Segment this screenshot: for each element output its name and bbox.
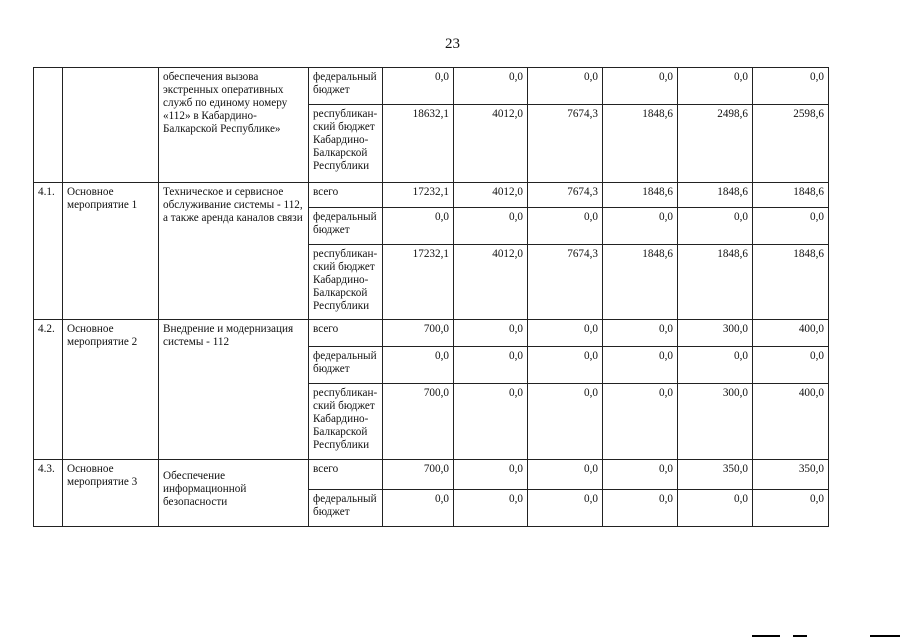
amount-cell: 0,0 [454, 208, 528, 245]
amount-cell: 0,0 [528, 384, 603, 460]
amount-cell: 0,0 [603, 208, 678, 245]
amount-cell: 2598,6 [753, 105, 829, 183]
amount-total-cell: 0,0 [383, 490, 454, 527]
amount-cell: 350,0 [678, 460, 753, 490]
row-number-cell [34, 68, 63, 183]
amount-cell: 0,0 [603, 460, 678, 490]
row-name-cell: Основное мероприятие 2 [63, 320, 159, 460]
amount-cell: 0,0 [528, 208, 603, 245]
scan-edge-mark [752, 635, 780, 637]
amount-cell: 400,0 [753, 320, 829, 347]
amount-cell: 0,0 [753, 490, 829, 527]
funding-source-cell: федеральный бюджет [309, 490, 383, 527]
amount-cell: 0,0 [753, 208, 829, 245]
funding-source-cell: республикан-ский бюджет Кабардино-Балкарской Республики [309, 105, 383, 183]
amount-cell: 0,0 [678, 347, 753, 384]
amount-cell: 0,0 [528, 320, 603, 347]
amount-cell: 0,0 [753, 68, 829, 105]
amount-total-cell: 17232,1 [383, 183, 454, 208]
amount-cell: 300,0 [678, 384, 753, 460]
amount-cell: 1848,6 [678, 183, 753, 208]
amount-total-cell: 0,0 [383, 208, 454, 245]
amount-cell: 1848,6 [603, 183, 678, 208]
funding-source-cell: всего [309, 460, 383, 490]
table-row [34, 460, 829, 490]
amount-cell: 1848,6 [678, 245, 753, 320]
scan-edge-mark [793, 635, 807, 637]
amount-cell: 4012,0 [454, 183, 528, 208]
amount-cell: 0,0 [603, 68, 678, 105]
table-row [34, 183, 829, 208]
row-name-cell: Основное мероприятие 1 [63, 183, 159, 320]
amount-total-cell: 700,0 [383, 384, 454, 460]
amount-cell: 7674,3 [528, 105, 603, 183]
amount-cell: 0,0 [454, 490, 528, 527]
amount-total-cell: 700,0 [383, 460, 454, 490]
row-description-cell: Техническое и сервисное обслуживание системы - 112, а также аренда каналов связи [159, 183, 309, 320]
amount-total-cell: 700,0 [383, 320, 454, 347]
amount-cell: 0,0 [454, 384, 528, 460]
amount-cell: 7674,3 [528, 183, 603, 208]
funding-source-cell: всего [309, 320, 383, 347]
funding-source-cell: всего [309, 183, 383, 208]
amount-total-cell: 17232,1 [383, 245, 454, 320]
amount-cell: 0,0 [603, 384, 678, 460]
amount-cell: 0,0 [454, 460, 528, 490]
amount-cell: 0,0 [603, 347, 678, 384]
amount-cell: 4012,0 [454, 245, 528, 320]
amount-total-cell: 0,0 [383, 68, 454, 105]
amount-total-cell: 18632,1 [383, 105, 454, 183]
amount-cell: 7674,3 [528, 245, 603, 320]
scan-edge-mark [870, 635, 900, 637]
row-description-cell: Внедрение и модернизация системы - 112 [159, 320, 309, 460]
amount-cell: 0,0 [528, 460, 603, 490]
row-number-cell: 4.2. [34, 320, 63, 460]
funding-source-cell: республикан-ский бюджет Кабардино-Балкарской Республики [309, 245, 383, 320]
funding-source-cell: республикан-ский бюджет Кабардино-Балкарской Республики [309, 384, 383, 460]
amount-cell: 2498,6 [678, 105, 753, 183]
amount-cell: 0,0 [678, 68, 753, 105]
amount-cell: 0,0 [603, 490, 678, 527]
amount-cell: 0,0 [603, 320, 678, 347]
amount-cell: 0,0 [454, 68, 528, 105]
amount-cell: 0,0 [528, 347, 603, 384]
amount-cell: 0,0 [753, 347, 829, 384]
amount-cell: 0,0 [678, 208, 753, 245]
row-name-cell [63, 68, 159, 183]
table-row [34, 320, 829, 347]
amount-cell: 0,0 [454, 347, 528, 384]
amount-cell: 1848,6 [753, 245, 829, 320]
amount-total-cell: 0,0 [383, 347, 454, 384]
amount-cell: 1848,6 [603, 245, 678, 320]
amount-cell: 300,0 [678, 320, 753, 347]
row-number-cell: 4.1. [34, 183, 63, 320]
funding-source-cell: федеральный бюджет [309, 208, 383, 245]
amount-cell: 0,0 [678, 490, 753, 527]
row-number-cell: 4.3. [34, 460, 63, 527]
table-row [34, 68, 829, 105]
row-description-cell: обеспечения вызова экстренных оперативных служб по единому номеру «112» в Кабардино-Балкарской Республике» [159, 68, 309, 183]
amount-cell: 1848,6 [603, 105, 678, 183]
row-description-cell: Обеспечение информационной безопасности [159, 460, 309, 527]
amount-cell: 0,0 [454, 320, 528, 347]
amount-cell: 350,0 [753, 460, 829, 490]
amount-cell: 1848,6 [753, 183, 829, 208]
budget-table [33, 67, 829, 527]
row-name-cell: Основное мероприятие 3 [63, 460, 159, 527]
amount-cell: 0,0 [528, 68, 603, 105]
amount-cell: 4012,0 [454, 105, 528, 183]
page-number: 23 [445, 36, 460, 52]
funding-source-cell: федеральный бюджет [309, 68, 383, 105]
amount-cell: 400,0 [753, 384, 829, 460]
amount-cell: 0,0 [528, 490, 603, 527]
funding-source-cell: федеральный бюджет [309, 347, 383, 384]
